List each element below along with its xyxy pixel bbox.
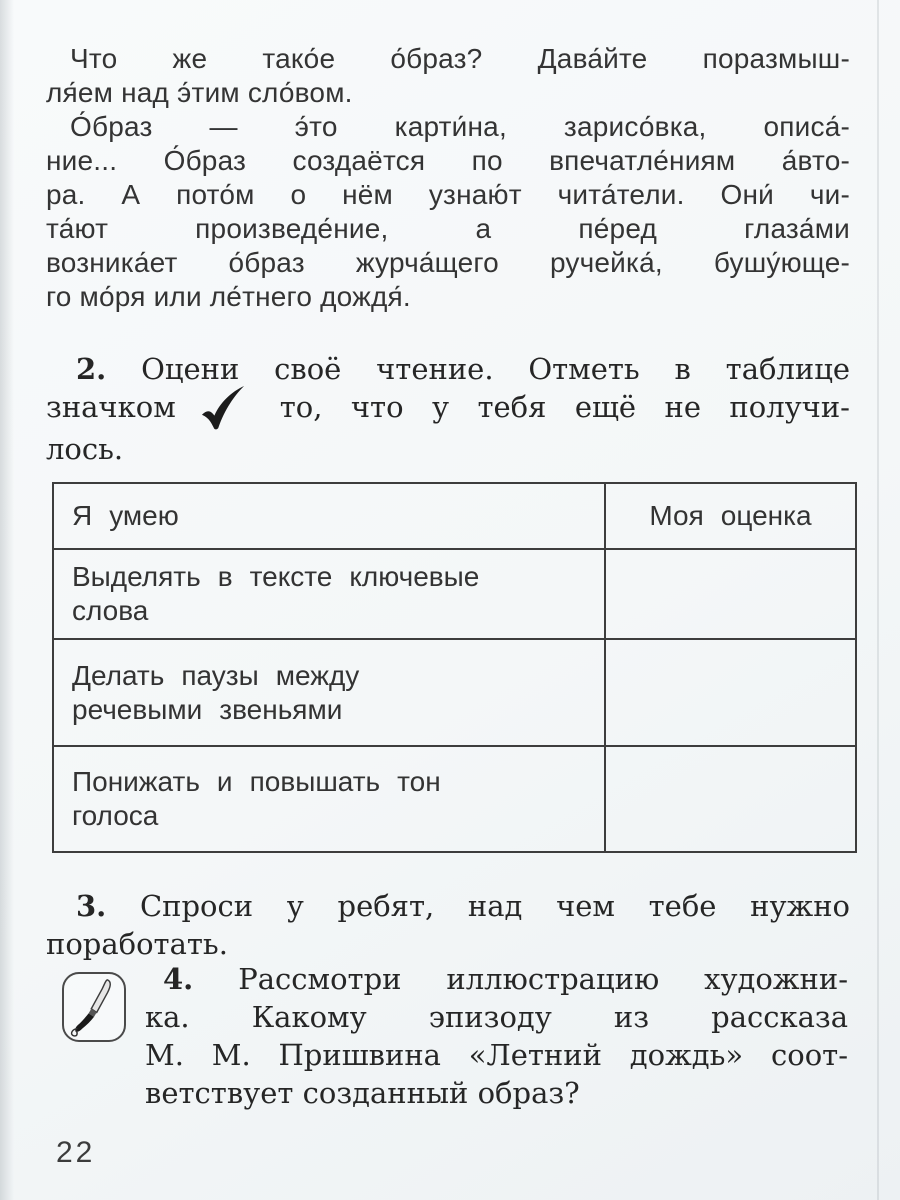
intro-paragraph <box>46 42 850 314</box>
intro-line: ние... О́браз создаётся по впечатле́ниям а́вто- <box>46 145 850 176</box>
task-4-line: ка. Какому эпизоду из рассказа <box>145 1000 848 1034</box>
self-assessment-table <box>52 482 857 853</box>
task-2-line <box>46 350 850 388</box>
task-4-text: Рассмотри иллюстрацию художни- <box>238 962 849 996</box>
task-2 <box>46 350 850 468</box>
table-header-skill <box>54 484 604 548</box>
task-4-number: 4. <box>163 962 194 996</box>
skill-line: Выделять в тексте ключевые <box>72 561 480 592</box>
intro-line: О́браз — э́то карти́на, зарисо́вка, описа́- <box>70 111 850 142</box>
paintbrush-badge <box>62 972 126 1042</box>
task-4-line <box>145 960 848 998</box>
table-row-skill <box>54 638 604 745</box>
page-left-shadow <box>0 0 14 1200</box>
task-4 <box>145 960 848 1112</box>
intro-line: ля́ем над э́тим сло́вом. <box>46 77 353 108</box>
task-2-line: лось. <box>46 432 124 466</box>
table-row-skill <box>54 745 604 851</box>
table-row-score-cell <box>604 638 855 745</box>
task-3-text: Спроси у ребят, над чем тебе нужно <box>139 889 851 923</box>
task-4-line: ветствует созданный образ? <box>145 1076 580 1110</box>
table-row-score-cell <box>604 745 855 851</box>
skill-line: Понижать и повышать тон <box>72 766 441 797</box>
page-right-shadow <box>877 0 879 1200</box>
table-header-score-label: Моя оценка <box>649 500 812 531</box>
intro-line: го мо́ря или ле́тнего дождя́. <box>46 281 411 312</box>
check-icon <box>200 386 246 430</box>
task-2-text: Оцени своё чтение. Отметь в таблице <box>141 352 851 386</box>
skill-line: слова <box>72 595 149 626</box>
task-3-line <box>46 887 850 925</box>
task-4-line: М. М. Пришвина «Летний дождь» соот- <box>145 1038 848 1072</box>
skill-line: голоса <box>72 800 159 831</box>
task-2-text: то, что у тебя ещё не получи- <box>279 390 850 424</box>
intro-line: та́ют произведе́ние, а пе́ред глаза́ми <box>46 213 850 244</box>
task-2-text: значком <box>46 390 176 424</box>
page-number: 22 <box>56 1136 96 1169</box>
task-2-line <box>46 388 850 430</box>
table-header-skill-label: Я умею <box>72 500 179 531</box>
paintbrush-icon <box>66 976 122 1038</box>
intro-line: возника́ет о́браз журча́щего ручейка́, бушу́юще- <box>46 247 850 278</box>
task-3 <box>46 887 850 963</box>
skill-line: речевыми звеньями <box>72 693 343 725</box>
intro-line: ра. А пото́м о нём узнаю́т чита́тели. Они́ чи- <box>46 179 850 210</box>
table-header-score <box>604 484 855 548</box>
task-3-line: поработать. <box>46 927 228 961</box>
skill-line: Делать паузы между <box>72 659 360 691</box>
table-row-score-cell <box>604 548 855 638</box>
task-2-number: 2. <box>76 352 107 386</box>
task-3-number: 3. <box>76 889 107 923</box>
table-row-skill <box>54 548 604 638</box>
intro-line: Что же тако́е о́браз? Дава́йте поразмыш- <box>70 43 850 74</box>
